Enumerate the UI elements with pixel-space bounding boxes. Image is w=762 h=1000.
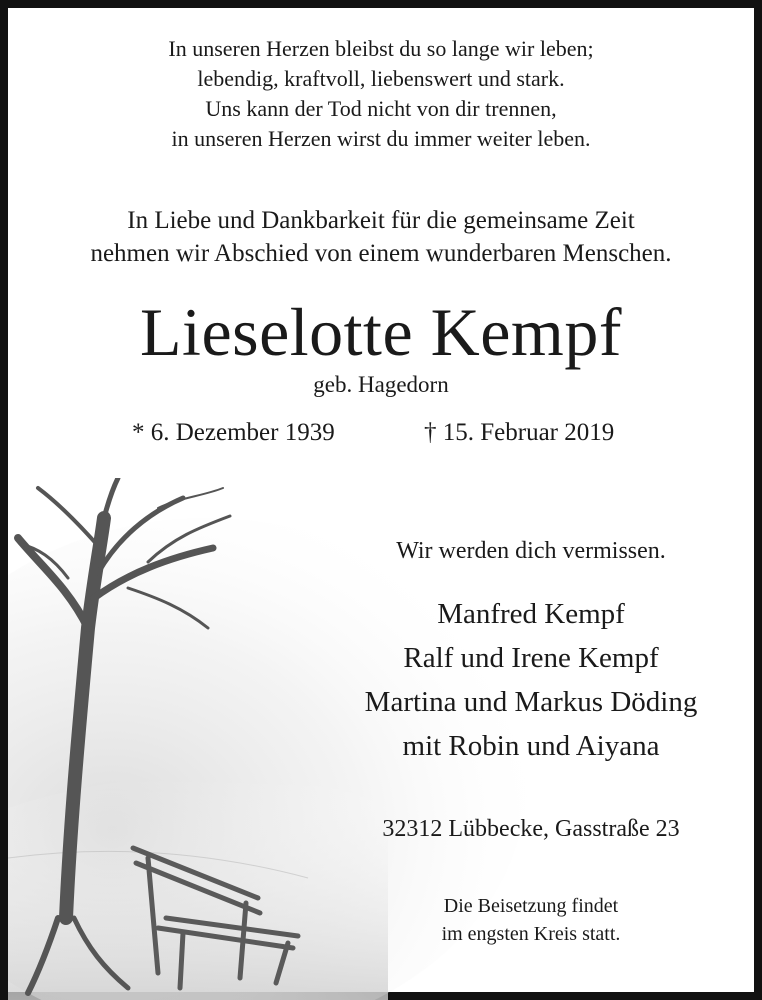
birth-date: * 6. Dezember 1939 [132, 419, 335, 446]
address: 32312 Lübbecke, Gasstraße 23 [382, 816, 680, 842]
poem [8, 34, 754, 154]
death-date: † 15. Februar 2019 [424, 419, 615, 446]
mourner-list [308, 592, 754, 768]
poem-line: lebendig, kraftvoll, liebenswert und stark. [197, 66, 565, 91]
burial-line: Die Beisetzung findet [443, 895, 619, 917]
poem-line: In unseren Herzen bleibst du so lange wir leben; [168, 36, 594, 61]
mourner-name: Martina und Markus Döding [364, 686, 698, 718]
intro-text [8, 204, 754, 270]
maiden-name: geb. Hagedorn [313, 372, 449, 397]
intro-line: In Liebe und Dankbarkeit für die gemeinsame Zeit [127, 207, 635, 234]
mourner-name: mit Robin und Aiyana [402, 730, 660, 762]
intro-line: nehmen wir Abschied von einem wunderbaren Menschen. [90, 240, 672, 267]
farewell-message: Wir werden dich vermissen. [396, 538, 666, 564]
deceased-name: Lieselotte Kempf [140, 294, 622, 370]
burial-line: im engsten Kreis statt. [441, 923, 621, 945]
mourner-name: Ralf und Irene Kempf [403, 642, 659, 674]
poem-line: in unseren Herzen wirst du immer weiter leben. [171, 126, 591, 151]
poem-line: Uns kann der Tod nicht von dir trennen, [205, 96, 557, 121]
mourner-name: Manfred Kempf [437, 598, 625, 630]
burial-note [308, 892, 754, 948]
